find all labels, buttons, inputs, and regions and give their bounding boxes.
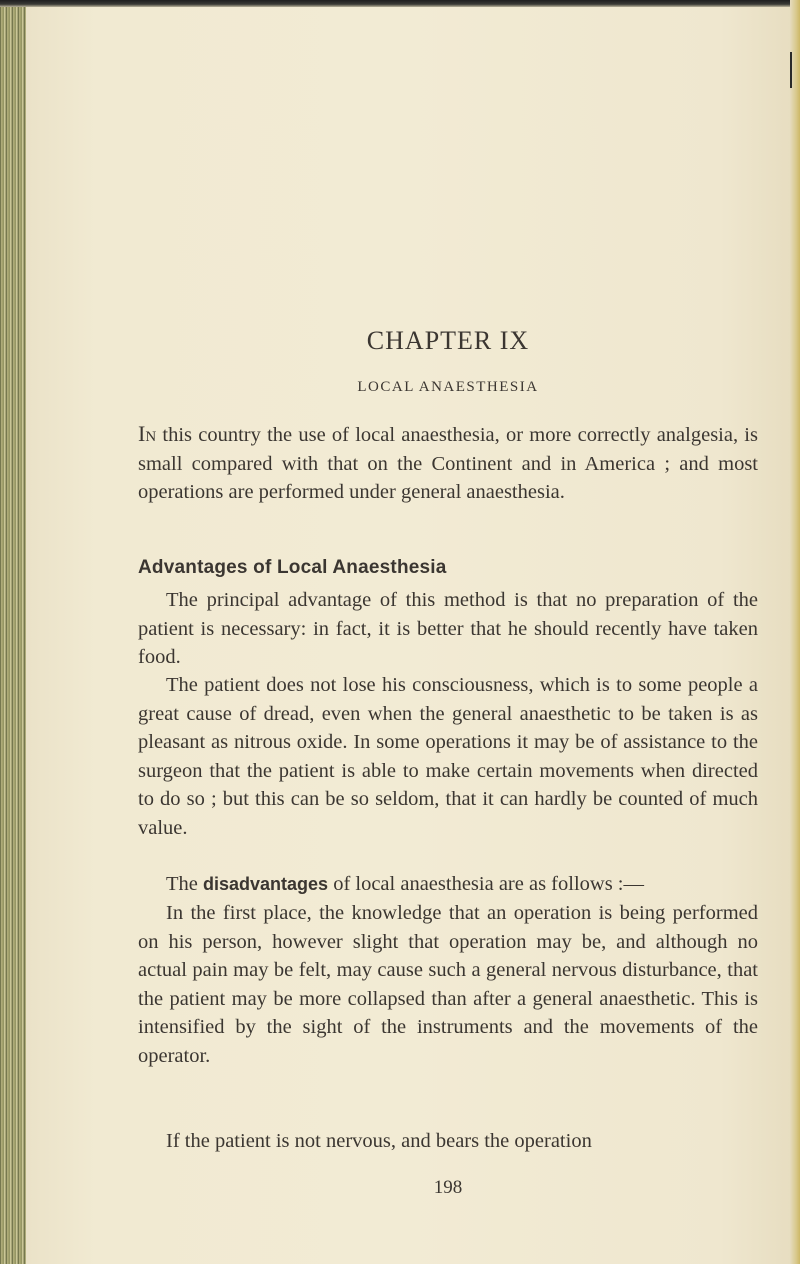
- intro-lead-word: In: [138, 421, 157, 446]
- paragraph-nervous-patient: If the patient is not nervous, and bears the operation: [166, 1130, 592, 1152]
- disadvantages-bold-word: disadvantages: [203, 874, 329, 894]
- paragraph-first-disadvantage: In the first place, the knowledge that an operation is being performed on his person, however slight that operation may be, and although no actual pain may be felt, may cause such a general nervous disturbance, that the patient may be more collapsed than after a general anaesthetic. This is intensified by the sight of the instruments and the movements of the operator.: [138, 902, 758, 1067]
- intro-text: this country the use of local anaesthesia, or more correctly analgesia, is small compared with that on the Continent and in America ; and most operations are performed under general anaesthesia.: [138, 424, 758, 503]
- paragraph-advantage-preparation: The principal advantage of this method is that no preparation of the patient is necessary: in fact, it is better that he should recently have taken food.: [138, 589, 758, 668]
- chapter-subtitle: LOCAL ANAESTHESIA: [357, 379, 539, 395]
- page-top-edge: [0, 0, 800, 7]
- chapter-title: CHAPTER IX: [366, 326, 530, 355]
- disadvantages-tail: of local anaesthesia are as follows :—: [328, 873, 644, 895]
- intro-paragraph: [138, 420, 758, 507]
- section-heading: Advantages of Local Anaesthesia: [138, 557, 447, 578]
- paragraph-disadvantages-intro: [138, 870, 758, 899]
- disadvantages-lead: The: [166, 873, 203, 895]
- paragraph-consciousness: The patient does not lose his consciousness, which is to some people a great cause of dread, even when the general anaesthetic to be taken is as pleasant as nitrous oxide. In some operations it may be of assistance to the surgeon that the patient is able to make certain movements when directed to do so ; but this can be so seldom, that it can hardly be counted of much value.: [138, 674, 758, 839]
- page-right-edge: [790, 0, 800, 1264]
- page-number: 198: [433, 1177, 463, 1198]
- corner-mark: [790, 52, 792, 88]
- book-binding-edge: [0, 0, 26, 1264]
